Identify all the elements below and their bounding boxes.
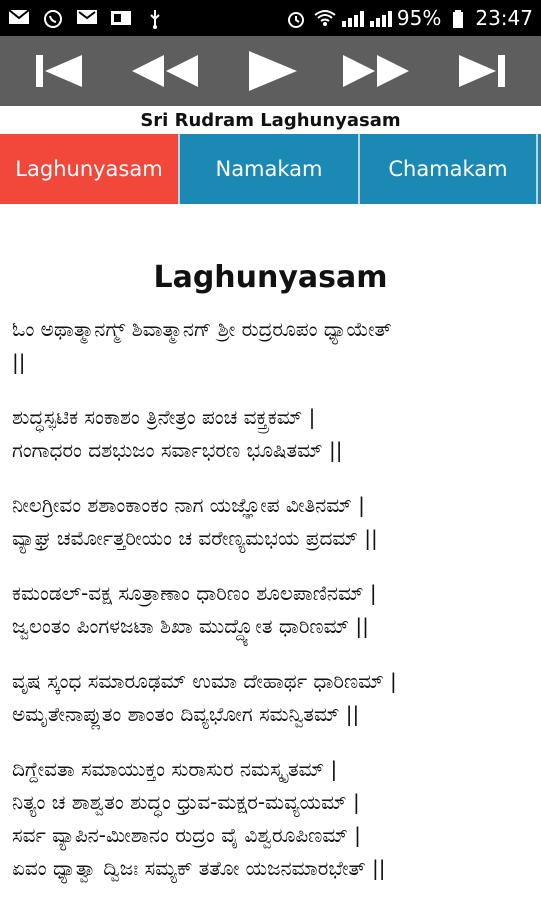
whatsapp-icon (42, 9, 64, 27)
system-status (285, 6, 533, 30)
verse-line: ವ್ಯಾಘ್ರ ಚರ್ಮೋತ್ತರೀಯಂ ಚ ವರೇಣ್ಯಮಭಯ ಪ್ರದಮ್ || (12, 526, 378, 550)
verse-line: ಅಮೃತೇನಾಪ್ಲುತಂ ಶಾಂತಂ ದಿವ್ಯಭೋಗ ಸಮನ್ವಿತಮ್ || (12, 702, 360, 726)
status-bar (0, 0, 541, 36)
verse (12, 753, 529, 885)
rewind-icon (126, 51, 202, 91)
outlook-icon (110, 9, 132, 27)
verse (12, 401, 529, 467)
tab-chamakam[interactable]: Chamakam (360, 134, 538, 204)
verse (12, 489, 529, 555)
fast-forward-icon (339, 51, 415, 91)
verse-line: ಓಂ ಅಥಾತ್ಮಾನಗ್ಮ್ ಶಿವಾತ್ಮಾನಗ್ ಶ್ರೀ ರುದ್ರರೂಪಂ ಧ್ಯಾಯೇತ್ (12, 317, 392, 341)
notification-icons (8, 9, 166, 27)
mail-icon (8, 9, 30, 27)
tab-laghunyasam[interactable]: Laghunyasam (0, 134, 180, 204)
verse-line: ಗಂಗಾಧರಂ ದಶಭುಜಂ ಸರ್ವಾಭರಣ ಭೂಷಿತಮ್ || (12, 438, 343, 462)
gmail-icon (76, 9, 98, 27)
signal-icon (341, 9, 363, 27)
verse-line: ಏವಂ ಧ್ಯಾತ್ವಾ ದ್ವಿಜಃ ಸಮ್ಯಕ್ ತತೋ ಯಜನಮಾರಭೇತ್ || (12, 856, 386, 880)
media-controls (0, 36, 541, 106)
verse-line: ವೃಷ ಸ್ಕಂಧ ಸಮಾರೂಢಮ್ ಉಮಾ ದೇಹಾರ್ಥ ಧಾರಿಣಮ್ | (12, 669, 397, 693)
skip-previous-icon (30, 51, 86, 91)
fast-forward-button[interactable] (339, 45, 415, 97)
battery-icon (447, 9, 469, 27)
verse (12, 313, 529, 379)
verse-line: ದಿಗ್ದೇವತಾ ಸಮಾಯುಕ್ತಂ ಸುರಾಸುರ ನಮಸ್ಕೃತಮ್ | (12, 757, 338, 781)
previous-track-button[interactable] (20, 45, 96, 97)
alarm-icon (285, 9, 307, 27)
play-icon (241, 49, 301, 93)
content-scroll[interactable] (0, 204, 541, 900)
verse-line: ನೀಲಗ್ರೀವಂ ಶಶಾಂಕಾಂಕಂ ನಾಗ ಯಜ್ಞೋಪ ವೀತಿನಮ್ | (12, 493, 365, 517)
tab-namakam[interactable]: Namakam (180, 134, 360, 204)
rewind-button[interactable] (126, 45, 202, 97)
signal-icon-2 (369, 9, 391, 27)
usb-icon (144, 9, 166, 27)
clock: 23:47 (475, 6, 533, 30)
battery-percent: 95% (396, 6, 442, 30)
page-title: Sri Rudram Laghunyasam (0, 106, 541, 134)
verse-line: ಕಮಂಡಲ್-ವಕ್ಷ ಸೂತ್ರಾಣಾಂ ಧಾರಿಣಂ ಶೂಲಪಾಣಿನಮ್ | (12, 581, 377, 605)
skip-next-icon (455, 51, 511, 91)
section-heading: Laghunyasam (153, 260, 388, 295)
wifi-icon (313, 9, 335, 27)
verse-line: ನಿತ್ಯಂ ಚ ಶಾಶ್ವತಂ ಶುದ್ಧಂ ಧ್ರುವ-ಮಕ್ಷರ-ಮವ್ಯಯಮ್ | (12, 790, 360, 814)
tab-bar (0, 134, 541, 204)
verse-line: ಸರ್ವ ವ್ಯಾಪಿನ-ಮೀಶಾನಂ ರುದ್ರಂ ವೈ ವಿಶ್ವರೂಪಿಣಮ್ | (12, 823, 361, 847)
next-track-button[interactable] (445, 45, 521, 97)
verse-line: ಶುದ್ಧಸ್ಫಟಿಕ ಸಂಕಾಶಂ ತ್ರಿನೇತ್ರಂ ಪಂಚ ವಕ್ತ್ರಕಮ್ | (12, 405, 316, 429)
verse (12, 665, 529, 731)
play-button[interactable] (233, 45, 309, 97)
verse-line: ಜ್ವಲಂತಂ ಪಿಂಗಳಜಟಾ ಶಿಖಾ ಮುದ್ದ್ಯೋತ ಧಾರಿಣಮ್ || (12, 614, 369, 638)
verse-line: || (12, 350, 26, 374)
verse (12, 577, 529, 643)
